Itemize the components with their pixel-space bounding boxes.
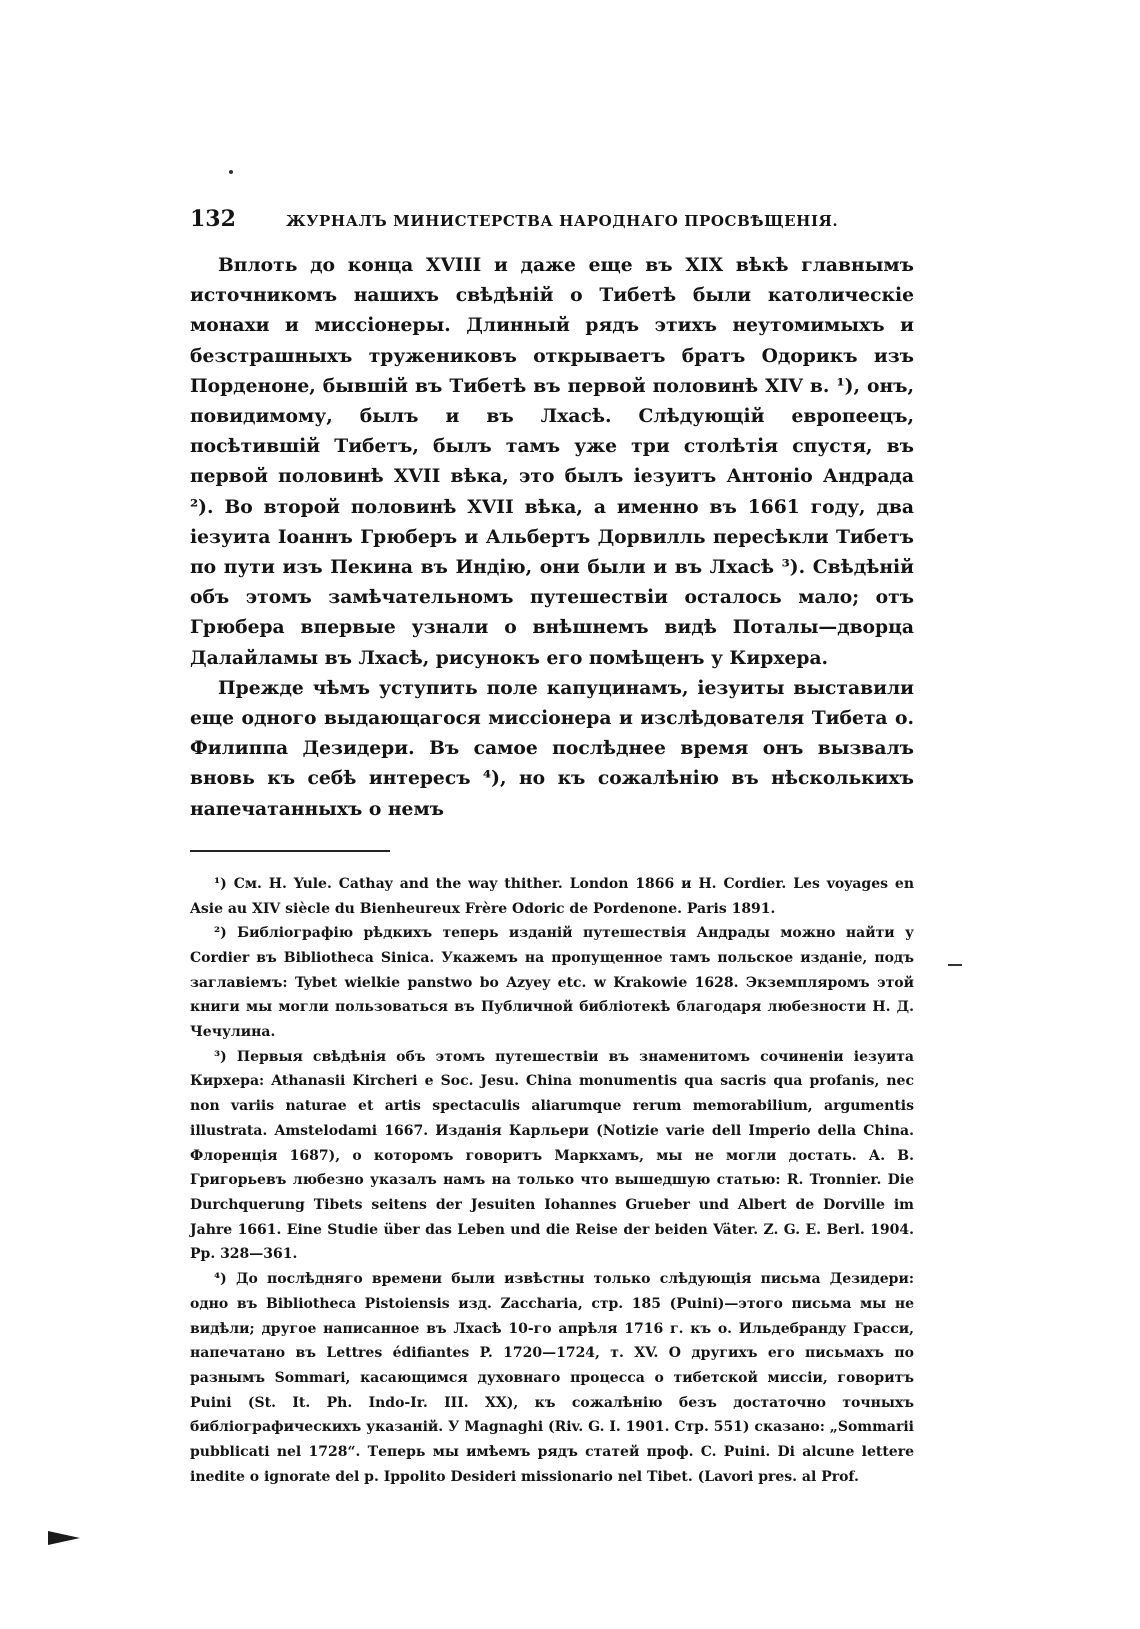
footnote-text: До послѣдняго времени были извѣстны только слѣдующія письма Дезидери: одно въ Bibliotheca Pistoiensis изд. Zaccharia, стр. 185 (Puini)—этого письма мы не видѣли; другое написанное въ Лхасѣ 10-го апрѣля 1716 г. къ о. Ильдебранду Грасси, напечатано въ Lettres édifiantes P. 1720—1724, т. XV. О другихъ его письмахъ по разнымъ Sommari, касающимся духовнаго процесса о тибетской миссіи, говоритъ Puini (St. It. Ph. Indo-Ir. III. XX), къ сожалѣнію безъ достаточно точныхъ библіографическихъ указаній. У Magnaghi (Riv. G. I. 1901. Стр. 551) сказано: „Sommarii pubblicati nel 1728“. Теперь мы имѣемъ рядъ статей проф. C. Puini. Di alcune lettere inedite o ignorate del p. Ippolito Desideri missionario nel Tibet. (Lavori pres. al Prof.	[190, 1271, 915, 1485]
footnote	[190, 1267, 914, 1489]
page	[190, 206, 914, 1489]
paragraph: Вплоть до конца XVIII и даже еще въ XIX вѣкѣ главнымъ источникомъ нашихъ свѣдѣній о Тибетѣ были католическіе монахи и миссіонеры. Длинный рядъ этихъ неутомимыхъ и безстрашныхъ тружениковъ открываетъ братъ Одорикъ изъ Порденоне, бывшій въ Тибетѣ въ первой половинѣ XIV в. ¹), онъ, повидимому, былъ и въ Лхасѣ. Слѣдующій европеецъ, посѣтившій Тибетъ, былъ тамъ уже три столѣтія спустя, въ первой половинѣ XVII вѣка, это былъ іезуитъ Антоніо Андрада ²). Во второй половинѣ XVII вѣка, а именно въ 1661 году, два іезуита Іоаннъ Грюберъ и Альбертъ Дорвилль пересѣкли Тибетъ по пути изъ Пекина въ Индію, они были и въ Лхасѣ ³). Свѣдѣній объ этомъ замѣчательномъ путешествіи осталось мало; отъ Грюбера впервые узнали о внѣшнемъ видѣ Поталы—дворца Далайламы въ Лхасѣ, рисунокъ его помѣщенъ у Кирхера.	[190, 254, 914, 669]
page-corner-arrow-icon	[48, 1531, 80, 1545]
page-number: 132	[190, 206, 236, 232]
footnote-number: ⁴)	[214, 1271, 227, 1288]
scan-speck	[229, 170, 233, 174]
page-header	[190, 206, 914, 232]
footnote-text: См. H. Yule. Cathay and the way thither. London 1866 и H. Cordier. Les voyages en Asie au XIV siècle du Bienheureux Frère Odoric de Pordenone. Paris 1891.	[190, 875, 914, 917]
footnote-text: Библіографію рѣдкихъ теперь изданій путешествія Андрады можно найти у Cordier въ Bibliotheca Sinica. Укажемъ на пропущенное тамъ польское изданіе, подъ заглавіемъ: Tybet wielkie panstwo bo Azyey etc. w Krakowie 1628. Экземпляромъ этой книги мы могли пользоваться въ Публичной библіотекѣ благодаря любезности Н. Д. Чечулина.	[190, 925, 915, 1041]
footnote-separator	[190, 850, 390, 852]
scan-mark	[948, 964, 962, 966]
footnote	[190, 921, 914, 1045]
footnote	[190, 872, 914, 921]
paragraph: Прежде чѣмъ уступить поле капуцинамъ, іезуиты выставили еще одного выдающагося миссіонера и изслѣдователя Тибета о. Филиппа Дезидери. Въ самое послѣднее время онъ вызвалъ вновь къ себѣ интересъ ⁴), но къ сожалѣнію въ нѣсколькихъ напечатанныхъ о немъ	[190, 676, 914, 820]
footnote-text: Первыя свѣдѣнія объ этомъ путешествіи въ знаменитомъ сочиненіи іезуита Кирхера: Athanasii Kircheri e Soc. Jesu. China monumentis qua sacris qua profanis, nec non variis naturae et artis spectaculis aliarumque rerum memorabilium, argumentis illustrata. Amstelodami 1667. Изданія Карльери (Notizie varie dell Imperio della China. Флоренція 1687), о которомъ говоритъ Маркхамъ, мы не могли достать. А. В. Григорьевъ любезно указалъ намъ на только что вышедшую статью: R. Tronnier. Die Durchquerung Tibets seitens der Jesuiten Iohannes Grueber und Albert de Dorville im Jahre 1661. Eine Studie über das Leben und die Reise der beiden Väter. Z. G. E. Berl. 1904. Pp. 328—361.	[190, 1048, 914, 1263]
footnotes	[190, 872, 914, 1490]
footnote-number: ²)	[214, 925, 227, 942]
footnote	[190, 1045, 914, 1267]
footnote-number: ³)	[214, 1048, 227, 1065]
running-title: ЖУРНАЛЪ МИНИСТЕРСТВА НАРОДНАГО ПРОСВѢЩЕНІЯ.	[286, 212, 839, 230]
footnote-number: ¹)	[214, 875, 227, 892]
body-text	[190, 250, 914, 824]
